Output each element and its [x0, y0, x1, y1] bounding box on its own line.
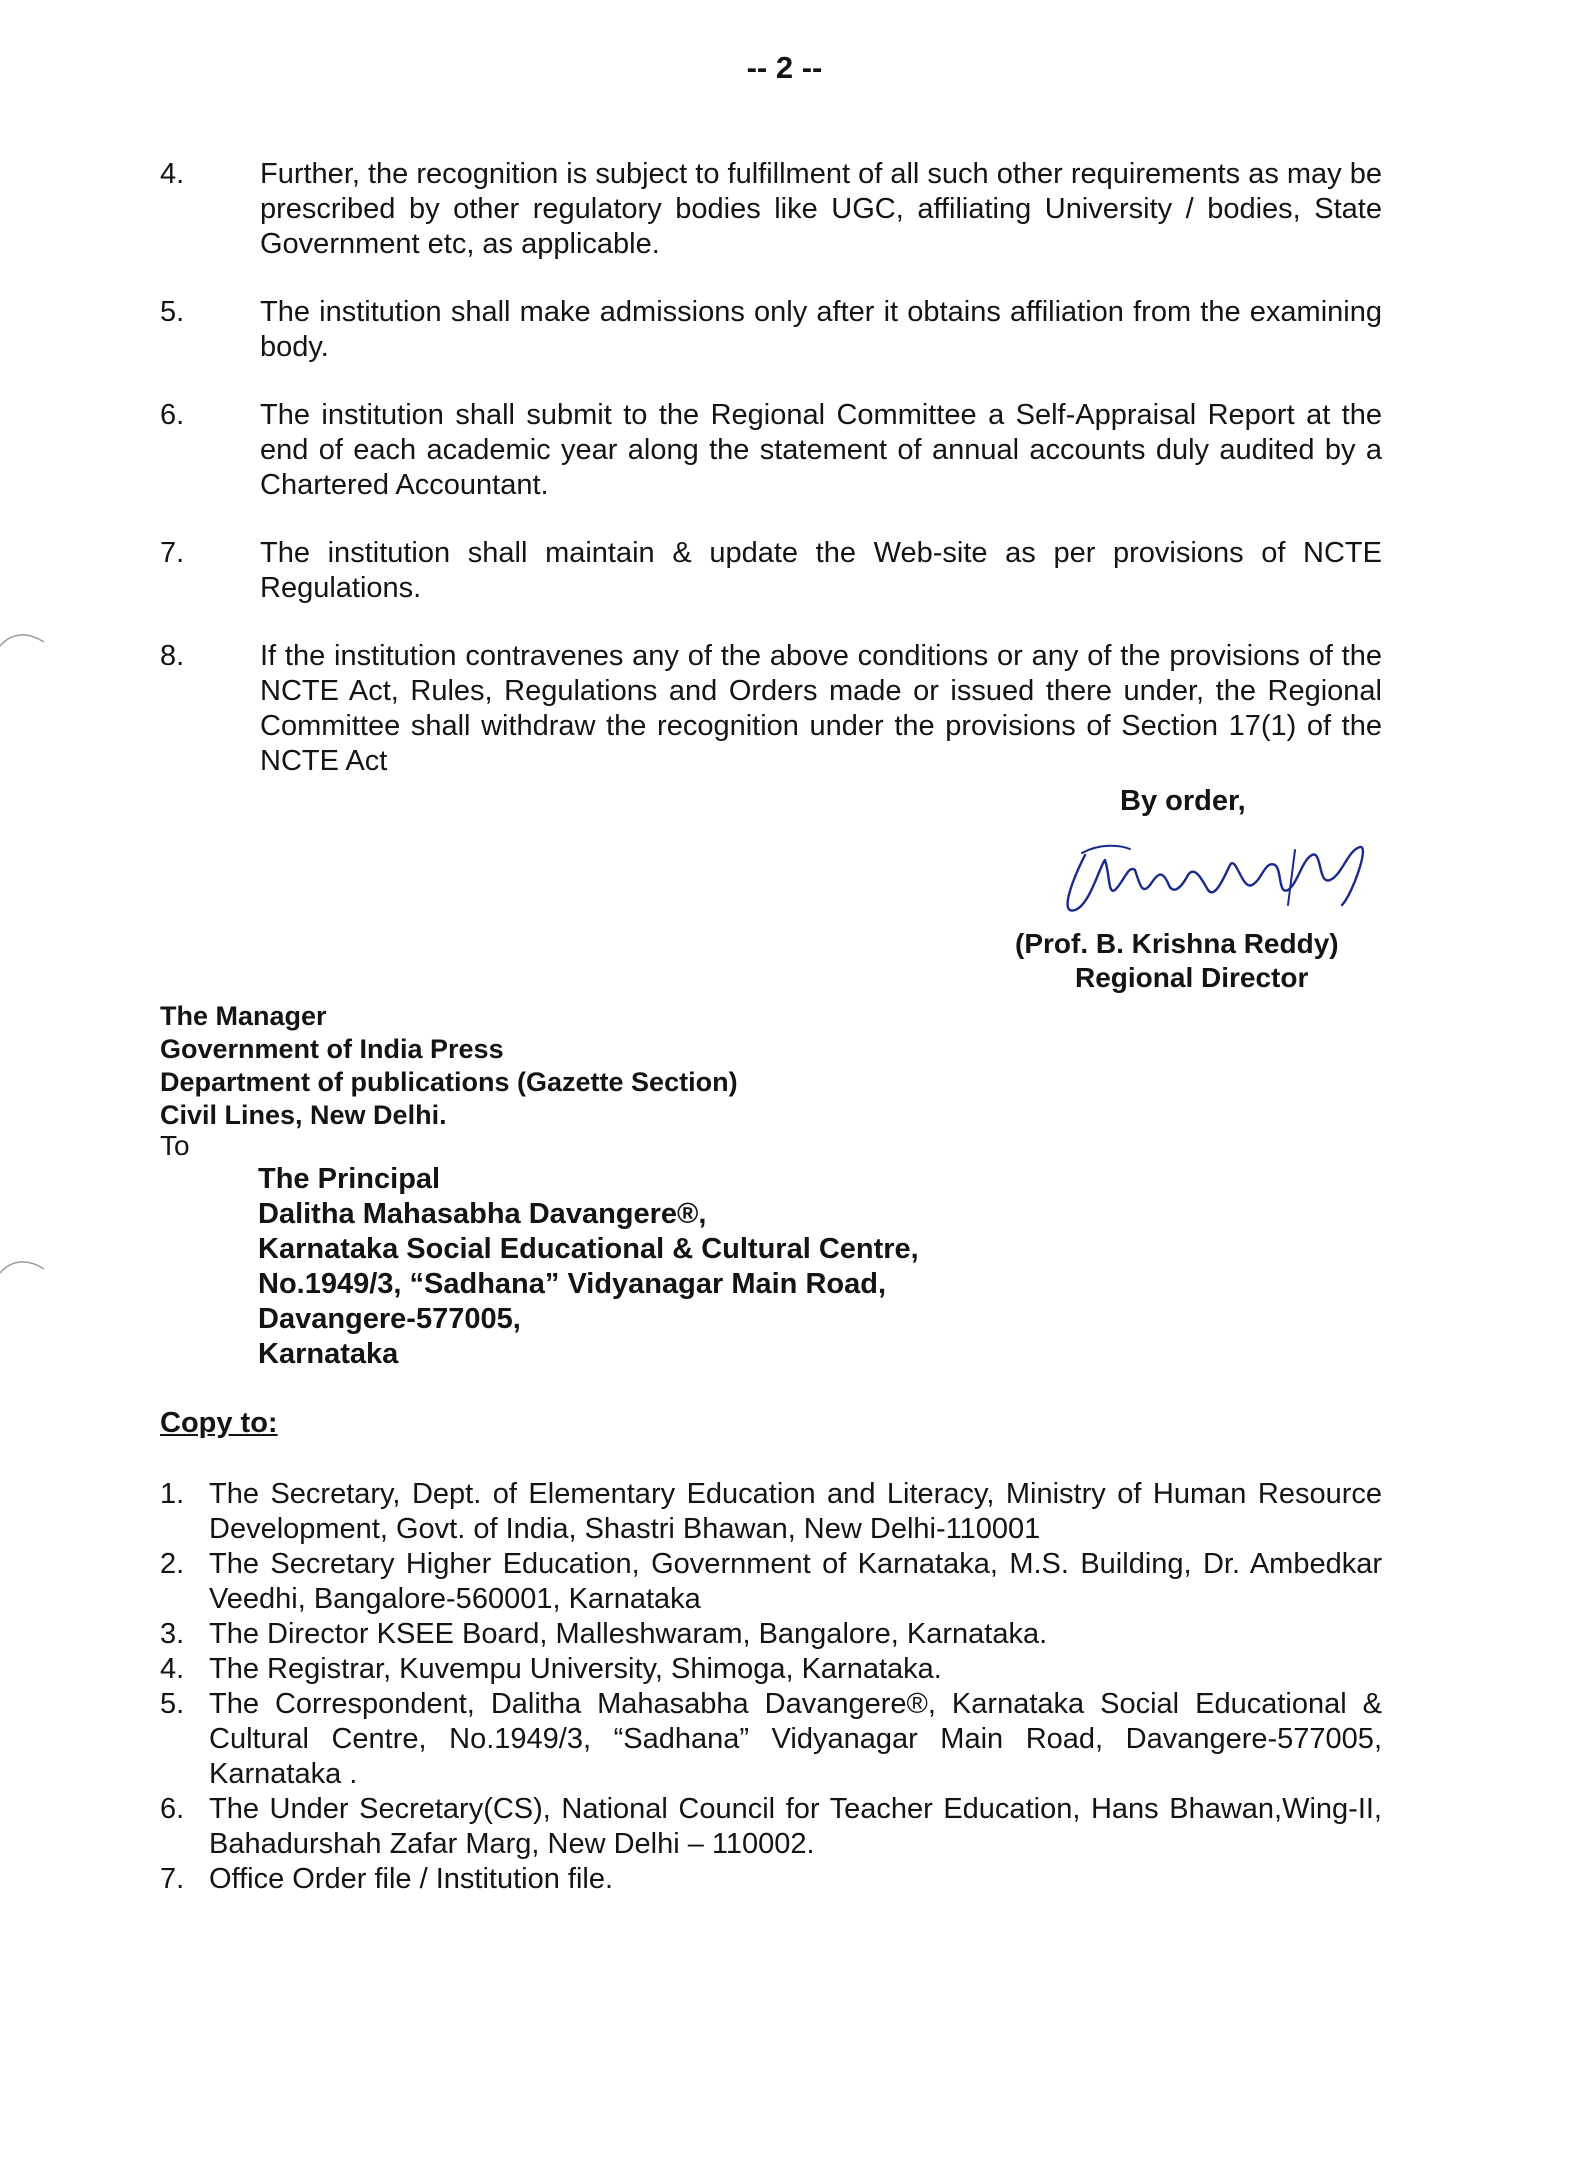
copy-item-text: The Registrar, Kuvempu University, Shimoga, Karnataka. — [209, 1653, 942, 1685]
address-line: Karnataka Social Educational & Cultural Centre, — [258, 1233, 919, 1265]
copy-item-text: The Secretary, Dept. of Elementary Education and Literacy, Ministry of Human Resource Development, Govt. of India, Shastri Bhawan, New Delhi-110001 — [209, 1478, 1382, 1545]
copy-to-item — [160, 1617, 1382, 1652]
copy-to-list — [160, 1477, 1382, 1897]
copy-to-item — [160, 1547, 1382, 1617]
copy-to-item — [160, 1862, 1382, 1897]
condition-text: The institution shall submit to the Regional Committee a Self-Appraisal Report at the end of each academic year along the statement of annual accounts duly audited by a Chartered Accountant. — [260, 399, 1382, 501]
condition-item — [160, 639, 1382, 779]
copy-item-number: 5. — [160, 1688, 185, 1720]
copy-item-number: 4. — [160, 1653, 185, 1685]
copy-item-text: Office Order file / Institution file. — [209, 1863, 614, 1895]
condition-number: 7. — [160, 537, 185, 569]
address-line: Department of publications (Gazette Section) — [160, 1067, 738, 1097]
to-label: To — [160, 1130, 190, 1161]
copy-item-number: 3. — [160, 1618, 185, 1650]
condition-text: Further, the recognition is subject to fulfillment of all such other requirements as may be prescribed by other regulatory bodies like UGC, affiliating University / bodies, State Government etc, as applicable. — [260, 158, 1382, 260]
by-order-label: By order, — [1120, 785, 1246, 817]
condition-item — [160, 295, 1382, 365]
copy-item-number: 1. — [160, 1478, 185, 1510]
address-line: Davangere-577005, — [258, 1303, 521, 1335]
address-line: Civil Lines, New Delhi. — [160, 1100, 447, 1130]
manager-address — [160, 1000, 738, 1132]
principal-address — [258, 1162, 919, 1372]
address-line: Government of India Press — [160, 1034, 504, 1064]
copy-to-item — [160, 1477, 1382, 1547]
copy-item-text: The Correspondent, Dalitha Mahasabha Davangere®, Karnataka Social Educational & Cultural Centre, No.1949/3, “Sadhana” Vidyanagar Main Road, Davangere-577005, Karnataka . — [209, 1688, 1382, 1790]
address-line: The Manager — [160, 1001, 327, 1031]
punch-mark — [0, 1255, 44, 1275]
copy-item-text: The Director KSEE Board, Malleshwaram, Bangalore, Karnataka. — [209, 1618, 1048, 1650]
address-line: No.1949/3, “Sadhana” Vidyanagar Main Road, — [258, 1268, 887, 1300]
condition-number: 5. — [160, 296, 185, 328]
condition-text: The institution shall make admissions only after it obtains affiliation from the examining body. — [260, 296, 1382, 363]
copy-item-number: 6. — [160, 1793, 185, 1825]
signatory-title: Regional Director — [1075, 962, 1309, 993]
address-line: The Principal — [258, 1163, 441, 1195]
conditions-list — [160, 157, 1382, 812]
copy-item-text: The Under Secretary(CS), National Council for Teacher Education, Hans Bhawan,Wing-II, Bahadurshah Zafar Marg, New Delhi – 110002. — [209, 1793, 1382, 1860]
condition-item — [160, 398, 1382, 503]
address-line: Karnataka — [258, 1338, 399, 1370]
condition-item — [160, 536, 1382, 606]
condition-number: 8. — [160, 640, 185, 672]
condition-text: The institution shall maintain & update the Web-site as per provisions of NCTE Regulations. — [260, 537, 1382, 604]
copy-item-text: The Secretary Higher Education, Government of Karnataka, M.S. Building, Dr. Ambedkar Veedhi, Bangalore-560001, Karnataka — [209, 1548, 1382, 1615]
condition-item — [160, 157, 1382, 262]
copy-item-number: 7. — [160, 1863, 185, 1895]
condition-number: 6. — [160, 399, 185, 431]
condition-number: 4. — [160, 158, 185, 190]
condition-text: If the institution contravenes any of the above conditions or any of the provisions of the NCTE Act, Rules, Regulations and Orders made or issued there under, the Regional Committee shall withdraw the recognition under the provisions of Section 17(1) of the NCTE Act — [260, 640, 1382, 777]
punch-mark — [0, 628, 44, 648]
page-number: -- 2 -- — [746, 50, 823, 85]
copy-item-number: 2. — [160, 1548, 185, 1580]
signatory-name: (Prof. B. Krishna Reddy) — [1015, 928, 1339, 959]
copy-to-item — [160, 1792, 1382, 1862]
address-line: Dalitha Mahasabha Davangere®, — [258, 1198, 707, 1230]
copy-to-heading: Copy to: — [160, 1407, 278, 1439]
copy-to-item — [160, 1652, 1382, 1687]
copy-to-item — [160, 1687, 1382, 1792]
